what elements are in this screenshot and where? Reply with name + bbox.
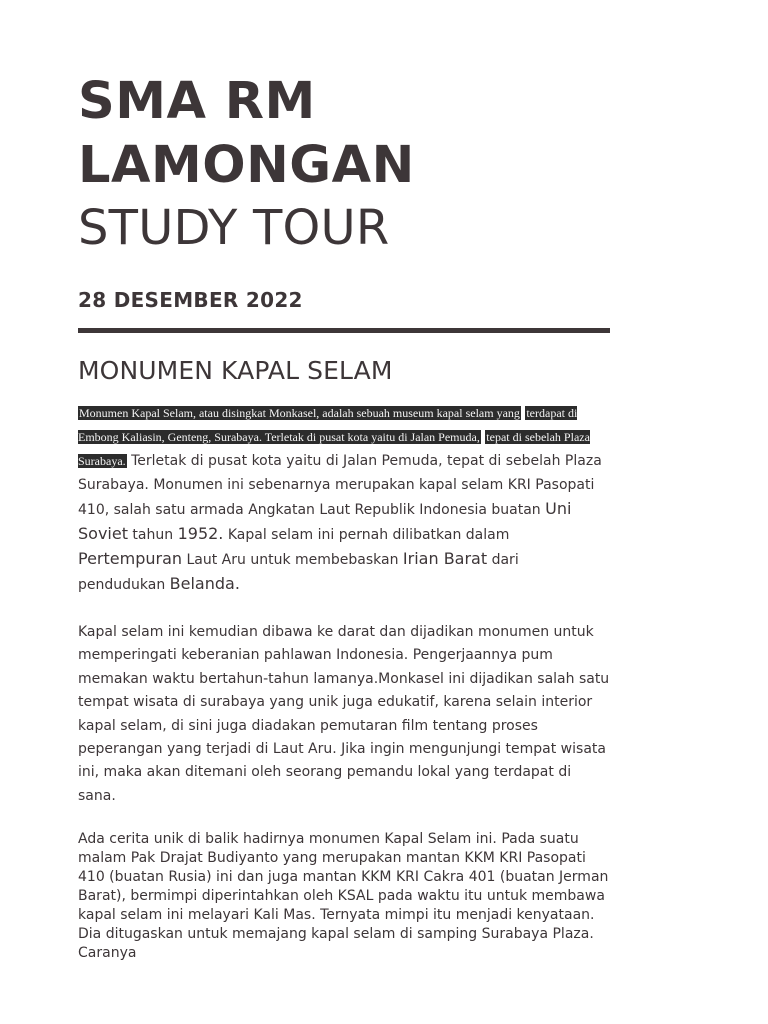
paragraph-1-text-4: Laut Aru untuk membebaskan [182,552,403,568]
link-belanda[interactable]: Belanda. [169,574,240,593]
subtitle: STUDY TOUR [78,200,390,256]
highlighted-text-line-1: Monumen Kapal Selam, atau disingkat Monkasel, adalah sebuah museum kapal selam yang [79,406,520,420]
event-date: 28 DESEMBER 2022 [78,288,303,312]
divider-rule [78,328,610,333]
link-irian-barat[interactable]: Irian Barat [402,549,488,568]
title-line-1: SMA RM [78,72,316,131]
title-line-2: LAMONGAN [78,136,415,195]
paragraph-3: Ada cerita unik di balik hadirnya monumen Kapal Selam ini. Pada suatu malam Pak Drajat Budiyanto yang merupakan mantan KKM KRI Pasopati 410 (buatan Rusia) ini dan juga mantan KKM KRI Cakra 401 (buatan Jerman Barat), bermimpi diperintahkan oleh KSAL pada waktu itu untuk membawa kapal selam ini melayari Kali Mas. Ternyata mimpi itu menjadi kenyataan. Dia ditugaskan untuk memajang kapal selam di samping Surabaya Plaza. Caranya [78,831,609,962]
paragraph-2: Kapal selam ini kemudian dibawa ke darat dan dijadikan monumen untuk memperingati keberanian pahlawan Indonesia. Pengerjaannya pum memakan waktu bertahun-tahun lamanya.Monkasel ini dijadikan salah satu tempat wisata di surabaya yang unik juga edukatif, karena selain interior kapal selam, di sini juga diadakan pemutaran film tentang proses peperangan yang terjadi di Laut Aru. Jika ingin mengunjungi tempat wisata ini, maka akan ditemani oleh seorang pemandu lokal yang terdapat di sana. [78,624,610,804]
paragraph-1 [78,401,610,597]
paragraph-1-text-2: tahun [127,527,178,543]
year-text: 1952. [177,524,224,543]
section-heading: MONUMEN KAPAL SELAM [78,356,393,385]
highlighted-text-line-3: tepat di sebelah Plaza Surabaya. [78,430,590,468]
document-page [78,70,610,963]
paragraph-1-text-5: dari pendudukan [78,552,519,593]
paragraph-1-text-1: Terletak di pusat kota yaitu di Jalan Pemuda, tepat di sebelah Plaza Surabaya. Monumen ini sebenarnya merupakan kapal selam KRI Pasopati 410, salah satu armada Angkatan Laut Republik Indonesia buatan [78,453,602,518]
link-pertempuran[interactable]: Pertempuran [78,549,183,568]
link-uni-soviet[interactable]: Uni Soviet [78,499,572,543]
highlighted-text-line-2: terdapat di Embong Kaliasin, Genteng, Surabaya. Terletak di pusat kota yaitu di Jalan Pemuda, [78,406,578,444]
paragraph-1-text-3: Kapal selam ini pernah dilibatkan dalam [223,527,510,543]
